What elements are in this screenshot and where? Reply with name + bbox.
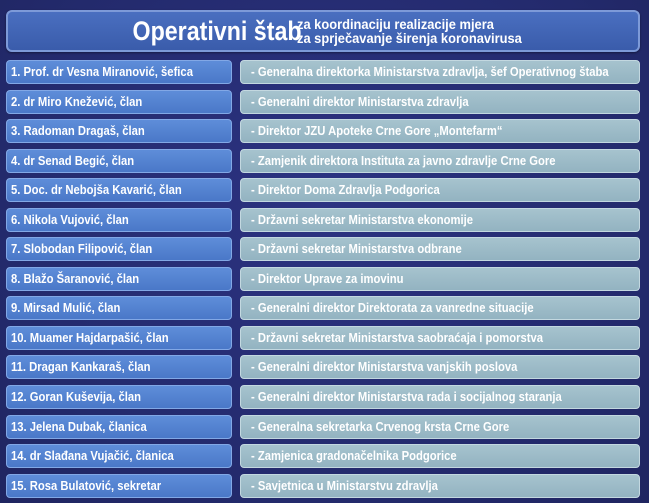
member-name: 7. Slobodan Filipović, član	[6, 237, 232, 261]
member-name: 12. Goran Kuševija, član	[6, 385, 232, 409]
member-row	[6, 119, 640, 143]
member-role: - Direktor Doma Zdravlja Podgorica	[240, 178, 640, 202]
page-title: Operativni štab	[132, 15, 302, 46]
member-role: - Generalna sekretarka Crvenog krsta Crne Gore	[240, 415, 640, 439]
member-row	[6, 415, 640, 439]
page-subtitle	[297, 17, 522, 45]
member-row	[6, 385, 640, 409]
member-role: - Generalni direktor Ministarstva rada i socijalnog staranja	[240, 385, 640, 409]
member-role: - Državni sekretar Ministarstva odbrane	[240, 237, 640, 261]
subtitle-line-2: za sprječavanje širenja koronavirusa	[297, 30, 522, 46]
member-role: - Direktor JZU Apoteke Crne Gore „Montefarm“	[240, 119, 640, 143]
member-name: 9. Mirsad Mulić, član	[6, 296, 232, 320]
member-role: - Generalna direktorka Ministarstva zdravlja, šef Operativnog štaba	[240, 60, 640, 84]
member-row	[6, 267, 640, 291]
member-name: 2. dr Miro Knežević, član	[6, 90, 232, 114]
member-name: 15. Rosa Bulatović, sekretar	[6, 474, 232, 498]
member-name: 13. Jelena Dubak, članica	[6, 415, 232, 439]
member-role: - Državni sekretar Ministarstva saobraćaja i pomorstva	[240, 326, 640, 350]
member-role: - Savjetnica u Ministarstvu zdravlja	[240, 474, 640, 498]
member-row	[6, 237, 640, 261]
member-row	[6, 326, 640, 350]
header-banner	[6, 10, 640, 52]
member-row	[6, 296, 640, 320]
member-name: 3. Radoman Dragaš, član	[6, 119, 232, 143]
member-row	[6, 355, 640, 379]
member-name: 1. Prof. dr Vesna Miranović, šefica	[6, 60, 232, 84]
member-role: - Generalni direktor Direktorata za vanredne situacije	[240, 296, 640, 320]
member-role: - Direktor Uprave za imovinu	[240, 267, 640, 291]
member-name: 5. Doc. dr Nebojša Kavarić, član	[6, 178, 232, 202]
member-role: - Zamjenica gradonačelnika Podgorice	[240, 444, 640, 468]
member-row	[6, 60, 640, 84]
members-list	[6, 60, 640, 503]
member-name: 6. Nikola Vujović, član	[6, 208, 232, 232]
member-row	[6, 444, 640, 468]
member-name: 14. dr Slađana Vujačić, članica	[6, 444, 232, 468]
member-role: - Državni sekretar Ministarstva ekonomije	[240, 208, 640, 232]
member-name: 11. Dragan Kankaraš, član	[6, 355, 232, 379]
subtitle-line-1: za koordinaciju realizacije mjera	[297, 16, 494, 32]
member-row	[6, 208, 640, 232]
member-name: 10. Muamer Hajdarpašić, član	[6, 326, 232, 350]
member-row	[6, 90, 640, 114]
member-role: - Generalni direktor Ministarstva vanjskih poslova	[240, 355, 640, 379]
member-role: - Zamjenik direktora Instituta za javno zdravlje Crne Gore	[240, 149, 640, 173]
member-name: 4. dr Senad Begić, član	[6, 149, 232, 173]
member-role: - Generalni direktor Ministarstva zdravlja	[240, 90, 640, 114]
member-name: 8. Blažo Šaranović, član	[6, 267, 232, 291]
member-row	[6, 149, 640, 173]
member-row	[6, 178, 640, 202]
member-row	[6, 474, 640, 498]
